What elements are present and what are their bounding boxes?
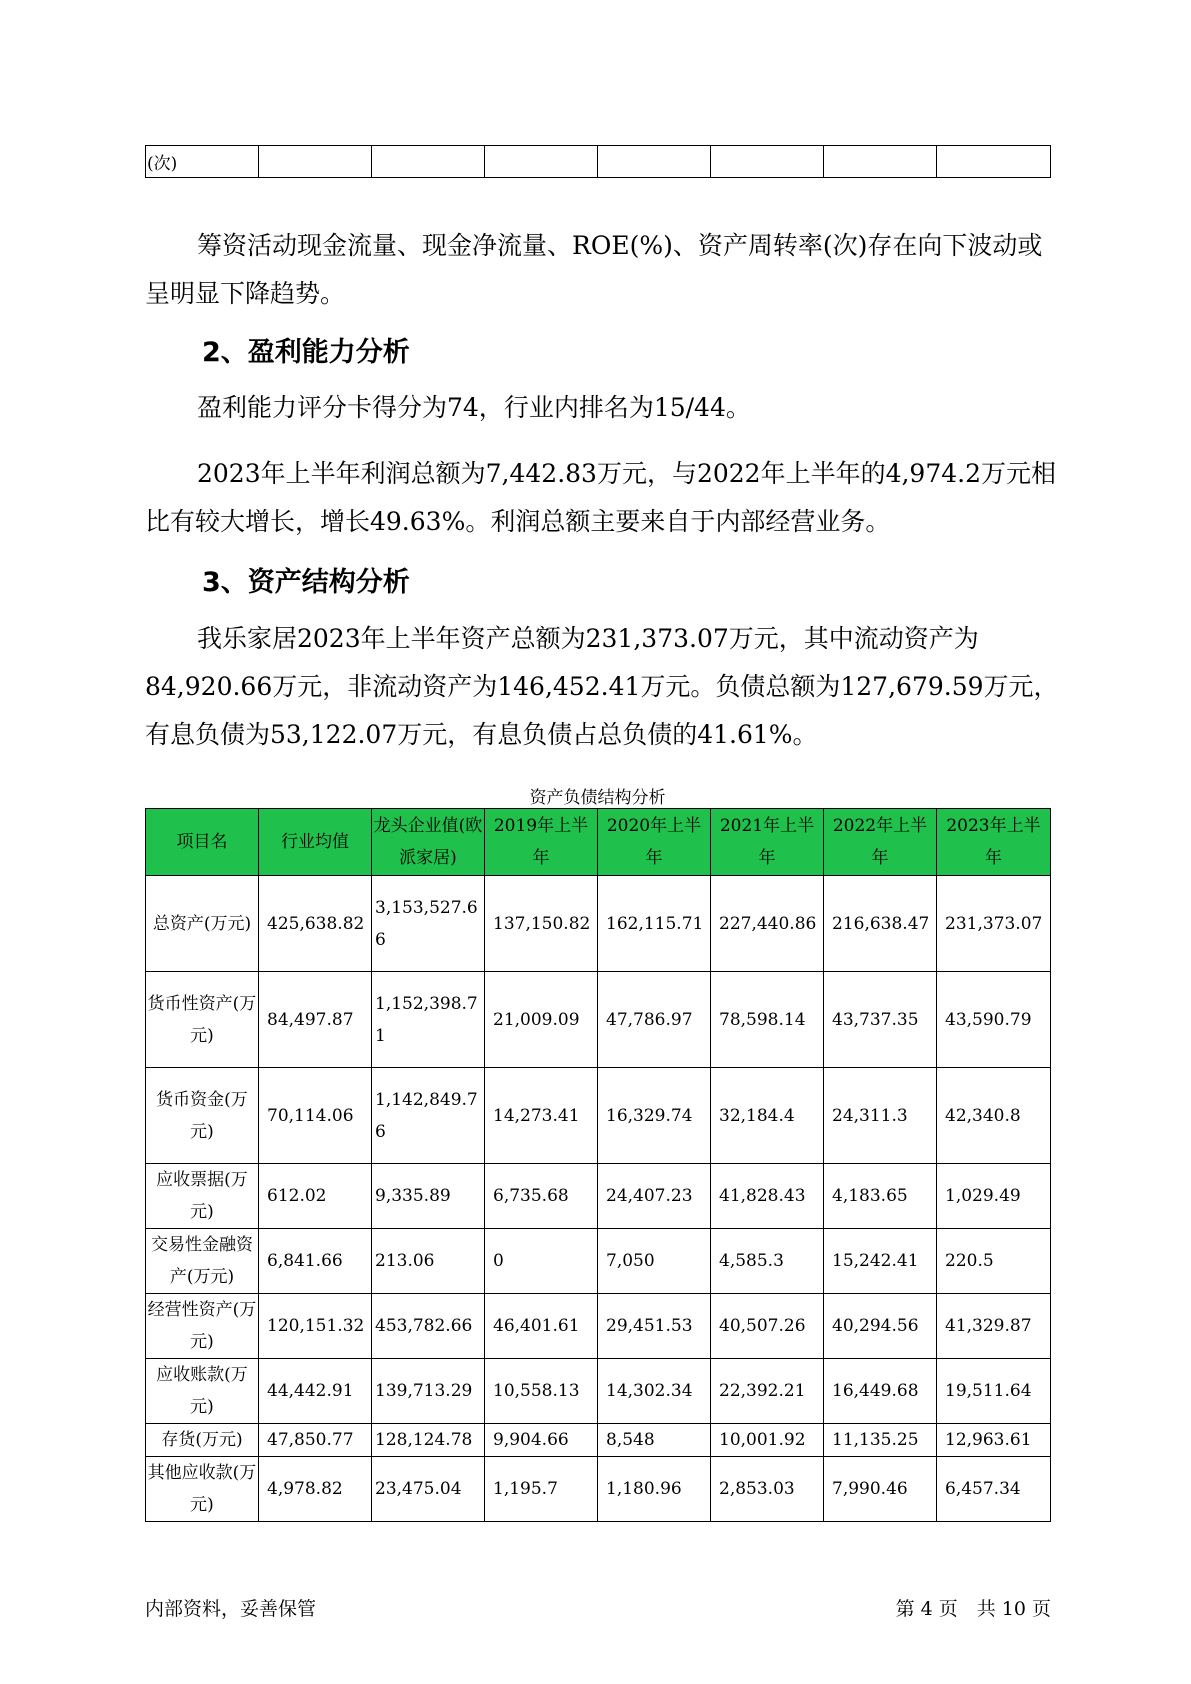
table-cell: 16,449.68: [824, 1359, 937, 1424]
column-header: 行业均值: [259, 809, 372, 876]
table-cell: 44,442.91: [259, 1359, 372, 1424]
table-cell: 216,638.47: [824, 876, 937, 972]
table-row: [146, 1164, 1051, 1229]
table-row: [146, 1294, 1051, 1359]
table-cell: 6,841.66: [259, 1229, 372, 1294]
table-header-row: [146, 809, 1051, 876]
column-header: 龙头企业值(欧派家居): [372, 809, 485, 876]
table-cell: 24,407.23: [598, 1164, 711, 1229]
table-cell: 9,335.89: [372, 1164, 485, 1229]
table-cell: 7,050: [598, 1229, 711, 1294]
table-row: [146, 146, 1051, 178]
table-cell: [824, 146, 937, 178]
table-cell: 6,457.34: [937, 1457, 1051, 1522]
table-cell: 612.02: [259, 1164, 372, 1229]
table-cell: 10,558.13: [485, 1359, 598, 1424]
paragraph-text: 我乐家居2023年上半年资产总额为231,373.07万元，其中流动资产为84,920.66万元，非流动资产为146,452.41万元。负债总额为127,679.59万元，有息负债为53,122.07万元，有息负债占总负债的41.61%。: [145, 624, 1059, 749]
table-row: [146, 1229, 1051, 1294]
table-cell: 0: [485, 1229, 598, 1294]
table-cell: 1,180.96: [598, 1457, 711, 1522]
column-header: 2019年上半年: [485, 809, 598, 876]
table-cell: 425,638.82: [259, 876, 372, 972]
row-label: 总资产(万元): [146, 876, 259, 972]
table-cell: 6,735.68: [485, 1164, 598, 1229]
table-cell: 22,392.21: [711, 1359, 824, 1424]
table-cell: 29,451.53: [598, 1294, 711, 1359]
table-cell: 1,029.49: [937, 1164, 1051, 1229]
table-cell: 40,507.26: [711, 1294, 824, 1359]
table-cell: 23,475.04: [372, 1457, 485, 1522]
table-cell: 213.06: [372, 1229, 485, 1294]
row-label: 货币资金(万元): [146, 1068, 259, 1164]
paragraph-profit: [145, 450, 1060, 546]
table-row: [146, 1359, 1051, 1424]
table-cell: [485, 146, 598, 178]
row-label: 经营性资产(万元): [146, 1294, 259, 1359]
row-label: 应收票据(万元): [146, 1164, 259, 1229]
table-cell: [598, 146, 711, 178]
table-cell: 47,850.77: [259, 1424, 372, 1457]
table-cell: 43,737.35: [824, 972, 937, 1068]
table-cell: 14,273.41: [485, 1068, 598, 1164]
section-heading-asset-structure: 3、资产结构分析: [202, 567, 410, 598]
table-cell: [711, 146, 824, 178]
table-cell: 16,329.74: [598, 1068, 711, 1164]
table-row: [146, 972, 1051, 1068]
column-header: 2023年上半年: [937, 809, 1051, 876]
table-cell: [372, 146, 485, 178]
table-cell: 12,963.61: [937, 1424, 1051, 1457]
paragraph-score: [145, 384, 1060, 432]
table-cell: 32,184.4: [711, 1068, 824, 1164]
table-body: [146, 876, 1051, 1522]
table-cell: 7,990.46: [824, 1457, 937, 1522]
table-cell: 162,115.71: [598, 876, 711, 972]
table-cell: 120,151.32: [259, 1294, 372, 1359]
top-partial-table: [145, 145, 1051, 178]
table-row: [146, 1457, 1051, 1522]
table-cell: 220.5: [937, 1229, 1051, 1294]
table-cell: 231,373.07: [937, 876, 1051, 972]
table-cell: 42,340.8: [937, 1068, 1051, 1164]
column-header: 2020年上半年: [598, 809, 711, 876]
paragraph-text: 2023年上半年利润总额为7,442.83万元，与2022年上半年的4,974.2万元相比有较大增长，增长49.63%。利润总额主要来自于内部经营业务。: [145, 459, 1056, 536]
paragraph-text: 盈利能力评分卡得分为74，行业内排名为15/44。: [197, 393, 751, 422]
balance-structure-table: [145, 808, 1051, 1522]
table-cell: 10,001.92: [711, 1424, 824, 1457]
table-cell: 128,124.78: [372, 1424, 485, 1457]
table-cell: 40,294.56: [824, 1294, 937, 1359]
table-row: [146, 1424, 1051, 1457]
table-cell: 84,497.87: [259, 972, 372, 1068]
row-label: 存货(万元): [146, 1424, 259, 1457]
table-cell: 1,152,398.71: [372, 972, 485, 1068]
section-heading-profitability: 2、盈利能力分析: [202, 337, 410, 368]
table-cell: 4,183.65: [824, 1164, 937, 1229]
table-cell: 47,786.97: [598, 972, 711, 1068]
paragraph-text: 筹资活动现金流量、现金净流量、ROE(%)、资产周转率(次)存在向下波动或呈明显下降趋势。: [145, 231, 1043, 308]
table-cell: 41,329.87: [937, 1294, 1051, 1359]
table-cell: 46,401.61: [485, 1294, 598, 1359]
table-cell: 11,135.25: [824, 1424, 937, 1457]
column-header: 2022年上半年: [824, 809, 937, 876]
table-cell: 43,590.79: [937, 972, 1051, 1068]
table-cell: [259, 146, 372, 178]
table-cell: 227,440.86: [711, 876, 824, 972]
table-cell: [937, 146, 1051, 178]
table-cell: 1,195.7: [485, 1457, 598, 1522]
table-row: [146, 876, 1051, 972]
table-cell: (次): [146, 146, 259, 178]
table-cell: 8,548: [598, 1424, 711, 1457]
table-row: [146, 1068, 1051, 1164]
table-cell: 15,242.41: [824, 1229, 937, 1294]
table-cell: 21,009.09: [485, 972, 598, 1068]
table-cell: 70,114.06: [259, 1068, 372, 1164]
table-cell: 24,311.3: [824, 1068, 937, 1164]
paragraph-trend: [145, 222, 1060, 318]
table-cell: 3,153,527.66: [372, 876, 485, 972]
footer-confidential: 内部资料，妥善保管: [145, 1598, 317, 1620]
table-cell: 41,828.43: [711, 1164, 824, 1229]
column-header: 项目名: [146, 809, 259, 876]
table-cell: 78,598.14: [711, 972, 824, 1068]
table-cell: 9,904.66: [485, 1424, 598, 1457]
table-caption: 资产负债结构分析: [529, 788, 666, 808]
table-cell: 137,150.82: [485, 876, 598, 972]
table-cell: 4,585.3: [711, 1229, 824, 1294]
table-cell: 14,302.34: [598, 1359, 711, 1424]
table-cell: 1,142,849.76: [372, 1068, 485, 1164]
table-cell: 453,782.66: [372, 1294, 485, 1359]
paragraph-assets: [145, 615, 1060, 759]
row-label: 其他应收款(万元): [146, 1457, 259, 1522]
footer-page-number: 第 4 页 共 10 页: [895, 1598, 1051, 1620]
table-cell: 19,511.64: [937, 1359, 1051, 1424]
table-cell: 4,978.82: [259, 1457, 372, 1522]
column-header: 2021年上半年: [711, 809, 824, 876]
table-cell: 139,713.29: [372, 1359, 485, 1424]
row-label: 交易性金融资产(万元): [146, 1229, 259, 1294]
row-label: 货币性资产(万元): [146, 972, 259, 1068]
row-label: 应收账款(万元): [146, 1359, 259, 1424]
table-cell: 2,853.03: [711, 1457, 824, 1522]
